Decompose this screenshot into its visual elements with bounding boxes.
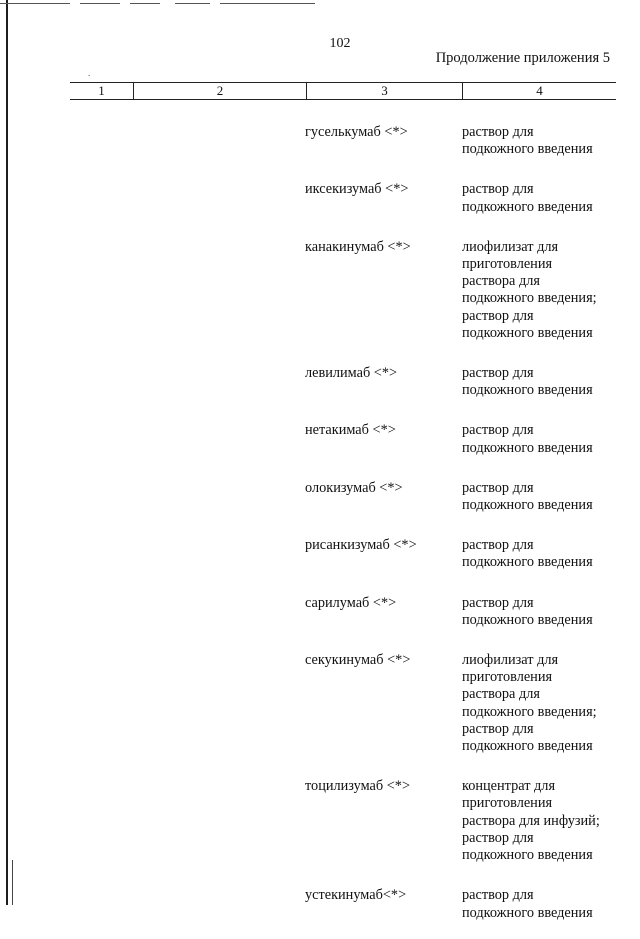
dosage-form: лиофилизат для приготовления раствора для подкожного введения; раствор для подкожного введения xyxy=(462,652,597,755)
column-number-2: 2 xyxy=(134,83,307,99)
table-row xyxy=(0,589,640,629)
table-row xyxy=(0,531,640,571)
column-number-3: 3 xyxy=(307,83,463,99)
drug-name: устекинумаб<*> xyxy=(305,887,407,904)
table-row xyxy=(0,416,640,456)
dosage-form: раствор для подкожного введения xyxy=(462,422,593,456)
scan-top-dash xyxy=(175,3,210,4)
table-row xyxy=(0,233,640,342)
column-number-1: 1 xyxy=(70,83,134,99)
drug-name: левилимаб <*> xyxy=(305,365,398,382)
continuation-note: Продолжение приложения 5 xyxy=(435,50,610,66)
page-number: 102 xyxy=(329,36,351,51)
table-row xyxy=(0,881,640,921)
drug-name: канакинумаб <*> xyxy=(305,238,411,255)
dosage-form: раствор для подкожного введения xyxy=(462,594,593,628)
dosage-form: раствор для подкожного введения xyxy=(462,365,593,399)
drug-name: секукинумаб <*> xyxy=(305,652,411,669)
dosage-form: раствор для подкожного введения xyxy=(462,181,593,215)
dosage-form: лиофилизат для приготовления раствора для подкожного введения; раствор для подкожного введения xyxy=(462,238,597,341)
dosage-form: раствор для подкожного введения xyxy=(462,479,593,514)
table-column-number-row xyxy=(70,82,616,100)
scan-top-dash xyxy=(0,3,70,4)
scan-top-dash xyxy=(130,3,160,4)
drug-name: тоцилизумаб <*> xyxy=(305,778,411,795)
dosage-form: концентрат для приготовления раствора для инфузий; раствор для подкожного введения xyxy=(462,778,600,864)
column-number-4: 4 xyxy=(536,83,543,98)
drug-name: олокизумаб <*> xyxy=(305,479,403,496)
dosage-form: раствор для подкожного введения xyxy=(462,887,593,921)
drug-name: рисанкизумаб <*> xyxy=(305,537,417,554)
table-row xyxy=(0,175,640,215)
drug-name: гуселькумаб <*> xyxy=(305,124,408,140)
dosage-form: раствор для подкожного введения xyxy=(462,124,593,158)
table-row xyxy=(0,118,640,158)
scan-top-dash xyxy=(80,3,120,4)
table-row xyxy=(0,359,640,399)
drug-name: иксекизумаб <*> xyxy=(305,181,409,198)
dosage-form: раствор для подкожного введения xyxy=(462,537,593,571)
drug-name: сарилумаб <*> xyxy=(305,594,397,611)
scan-top-dash xyxy=(220,3,315,4)
table-row xyxy=(0,646,640,755)
table-body xyxy=(0,118,640,939)
table-row xyxy=(0,772,640,864)
scan-mark: . xyxy=(88,68,91,78)
drug-name: нетакимаб <*> xyxy=(305,422,396,439)
table-row xyxy=(0,474,640,514)
